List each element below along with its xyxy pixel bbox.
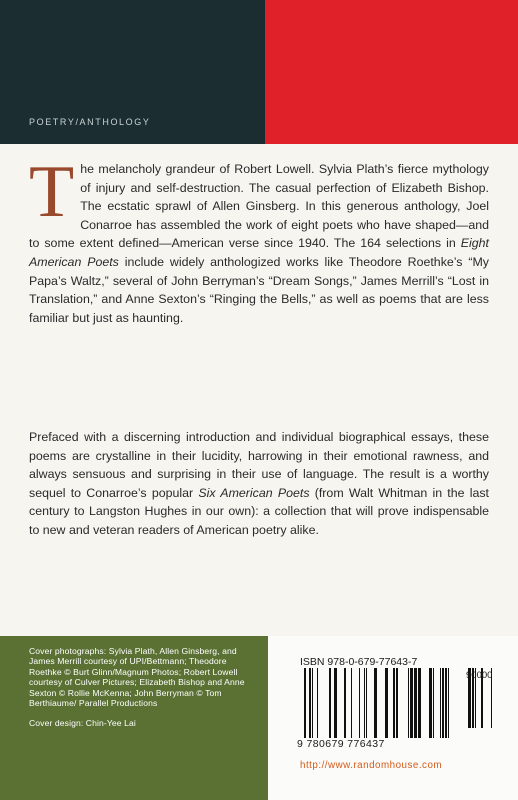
- barcode-bar: [385, 668, 388, 738]
- barcode-bar: [366, 668, 367, 738]
- paragraph-1-run-1: Eight American Poets: [29, 236, 489, 269]
- red-panel: [265, 0, 518, 144]
- category-label: POETRY/ANTHOLOGY: [29, 117, 151, 127]
- barcode-bar: [374, 668, 377, 738]
- credits-panel: [0, 636, 268, 800]
- description: [29, 151, 490, 540]
- paragraph-2-run-1: Six American Poets: [198, 485, 310, 500]
- barcode-bar: [408, 668, 409, 738]
- description-paragraph-1: [29, 151, 490, 414]
- barcode-bar: [418, 668, 421, 738]
- top-color-band: [0, 0, 518, 144]
- cover-design-credit: Cover design: Chin-Yee Lai: [29, 718, 136, 729]
- barcode-bar: [440, 668, 441, 738]
- barcode-bar: [442, 668, 444, 738]
- photo-credits: Cover photographs: Sylvia Plath, Allen Ginsberg, and James Merrill courtesy of UPI/Bettmann; Theodore Roethke © Burt Glinn/Magnum Photos; Robert Lowell courtesy of Culver Pictures; Elizabeth Bishop and Anne Sexton © Rollie McKenna; John Berryman © Tom Berthiaume/ Parallel Productions: [29, 646, 245, 709]
- barcode-bar: [312, 668, 313, 738]
- paragraph-2-run-0: Prefaced with a discerning introduction and individual biographical essays, these poems are crystalline in their lucidity, harrowing in their emotional rawness, and always sensuous and surprising in their use of language. The result is a worthy sequel to Conarroe’s popular: [29, 430, 489, 500]
- barcode-bar: [433, 668, 434, 738]
- barcode-bar: [359, 668, 360, 738]
- barcode-bar: [304, 668, 306, 738]
- paragraph-1-run-2: include widely anthologized works like Theodore Roethke’s “My Papa’s Waltz,” several of John Berryman’s “Dream Songs,” James Merrill’s “Lost in Translation,” and Anne Sexton’s “Ringing the Bells,” as well as poems that are less familiar but just as haunting.: [29, 254, 490, 325]
- barcode-bar: [309, 668, 311, 738]
- description-paragraph-2: [29, 428, 489, 540]
- barcode-bar: [396, 668, 398, 738]
- paragraph-2-run-2: (from Walt Whitman in the last century to Langston Hughes in our own): a collection that will prove indispensable to new and veteran readers of American poetry alike.: [29, 485, 489, 537]
- barcode-bar: [393, 668, 395, 738]
- barcode-bar: [364, 668, 365, 738]
- barcode-bar: [344, 668, 346, 738]
- drop-cap: T: [29, 151, 75, 233]
- barcode-bar: [351, 668, 352, 738]
- barcode-bar: [317, 668, 318, 738]
- isbn-text: ISBN 978-0-679-77643-7: [300, 656, 418, 668]
- barcode-bar: [429, 668, 432, 738]
- paragraph-1-text: [29, 151, 490, 325]
- ean-digits: 9 780679 776437: [297, 738, 385, 750]
- cover-credits: [29, 646, 261, 729]
- paragraph-2-text: [29, 430, 489, 537]
- barcode-bar: [414, 668, 417, 738]
- price-addon-digits: 90000: [466, 670, 493, 681]
- barcode-bar: [445, 668, 447, 738]
- barcode-bar: [334, 668, 337, 738]
- barcode-bar: [329, 668, 331, 738]
- paragraph-1-run-0: he melancholy grandeur of Robert Lowell. Sylvia Plath’s fierce mythology of injury and self-destruction. The casual perfection of Elizabeth Bishop. The ecstatic sprawl of Allen Ginsberg. In this generous anthology, Joel Conarroe has assembled the work of eight poets who have shaped—and to some extent defined—American verse since 1940. The 164 selections in: [29, 162, 489, 251]
- barcode-bar: [410, 668, 413, 738]
- publisher-url[interactable]: http://www.randomhouse.com: [300, 760, 443, 771]
- barcode-bar: [448, 668, 449, 738]
